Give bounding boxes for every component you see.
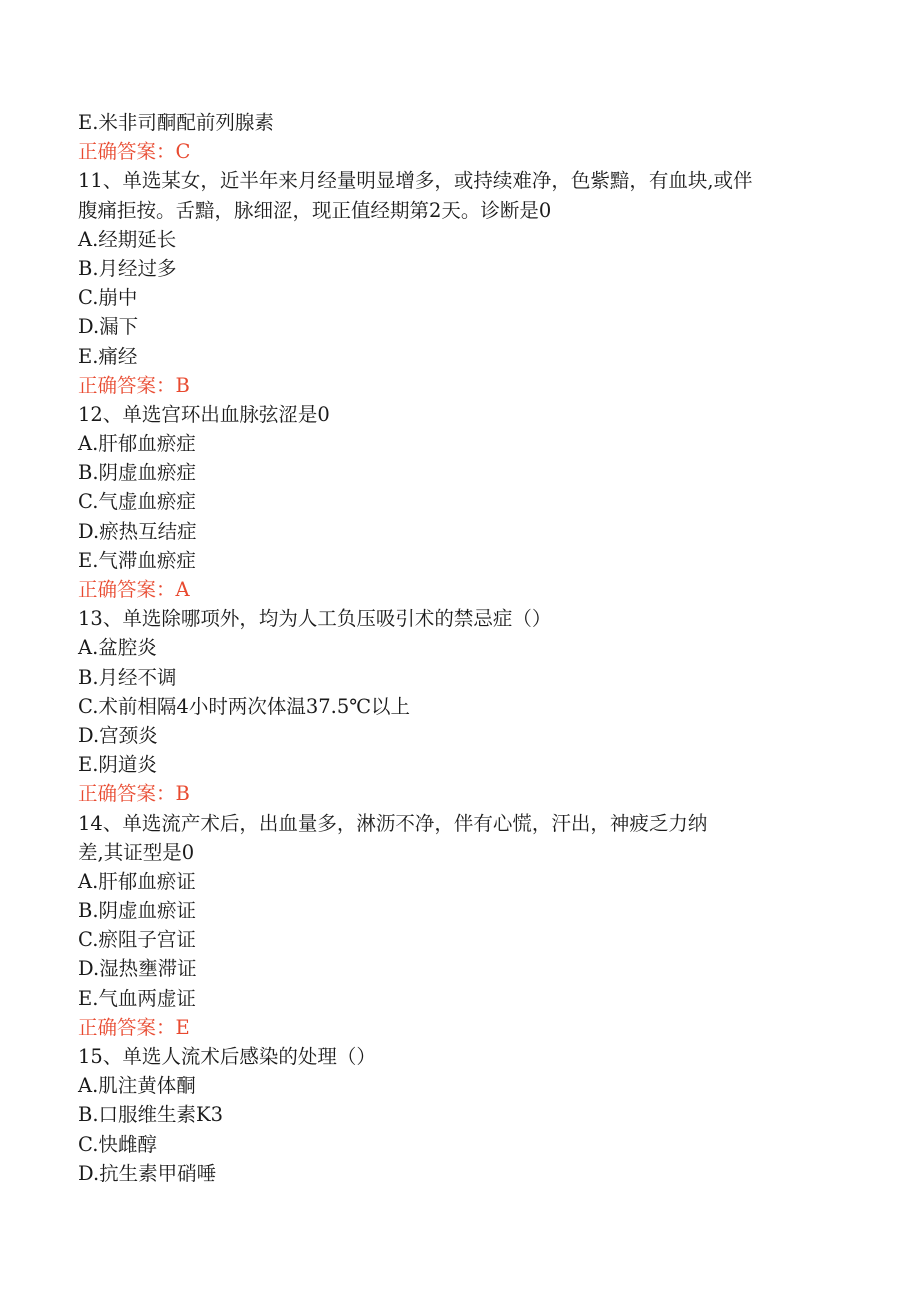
option-line: D.瘀热互结症 (78, 519, 197, 543)
answer-line: 正确答案：A (78, 578, 190, 601)
answer-line: 正确答案：B (78, 782, 190, 806)
option-line: D.抗生素甲硝唾 (78, 1161, 217, 1185)
question-line: 差,其证型是0 (78, 840, 195, 864)
question-line: 11、单选某女，近半年来月经量明显增多，或持续难净，色紫黯，有血块,或伴 (78, 169, 753, 193)
option-line: E.痛经 (78, 344, 138, 368)
question-line: 13、单选除哪项外，均为人工负压吸引术的禁忌症（） (78, 607, 552, 631)
answer-line: 正确答案：B (78, 373, 190, 397)
option-line: C.崩中 (78, 286, 138, 310)
question-line: 12、单选宫环出血脉弦涩是0 (78, 402, 330, 426)
option-line: A.盆腔炎 (78, 636, 157, 660)
option-line: B.阴虚血瘀症 (78, 461, 197, 485)
option-line: E.气血两虚证 (78, 986, 196, 1010)
option-line: B.阴虚血瘀证 (78, 899, 197, 923)
question-line: 14、单选流产术后，出血量多，淋沥不净，伴有心慌，汗出，神疲乏力纳 (78, 811, 708, 835)
option-line: E.气滞血瘀症 (78, 548, 196, 572)
option-line: E.米非司酮配前列腺素 (78, 111, 274, 134)
answer-line: 正确答案：E (78, 1015, 190, 1039)
question-line: 腹痛拒按。舌黯，脉细涩，现正值经期第2天。诊断是0 (78, 198, 552, 222)
question-line: 15、单选人流术后感染的处理（） (78, 1045, 376, 1068)
option-line: C.术前相隔4小时两次体温37.5℃以上 (78, 694, 411, 718)
option-line: C.瘀阻子宫证 (78, 928, 196, 952)
option-line: D.湿热壅滞证 (78, 957, 197, 981)
option-line: C.气虚血瘀症 (78, 490, 196, 514)
option-line: A.经期延长 (78, 227, 177, 251)
option-line: A.肝郁血瘀证 (78, 869, 196, 893)
option-line: D.漏下 (78, 315, 139, 339)
option-line: A.肝郁血瘀症 (78, 432, 196, 456)
option-line: E.阴道炎 (78, 753, 157, 777)
option-line: B.月经过多 (78, 256, 177, 280)
option-line: A.肌注黄体酮 (78, 1074, 196, 1098)
option-line: B.口服维生素K3 (78, 1103, 224, 1127)
answer-line: 正确答案：C (78, 140, 191, 164)
option-line: C.快雌醇 (78, 1132, 157, 1156)
option-line: B.月经不调 (78, 665, 177, 689)
document-page (78, 108, 838, 1188)
option-line: D.宫颈炎 (78, 723, 158, 747)
